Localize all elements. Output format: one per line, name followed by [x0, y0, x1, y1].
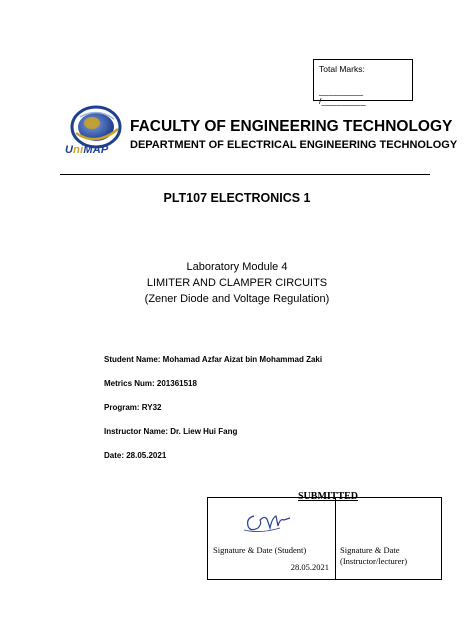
signature-divider [335, 498, 336, 579]
module-topic: LIMITER AND CLAMPER CIRCUITS [146, 277, 328, 289]
module-title-block [0, 259, 474, 307]
department-title: DEPARTMENT OF ELECTRICAL ENGINEERING TECHNOLOGY [130, 139, 458, 151]
submission-date: Date: 28.05.2021 [104, 451, 167, 460]
module-number: Laboratory Module 4 [186, 261, 288, 273]
student-signature-icon [240, 506, 296, 538]
student-signature-date: 28.05.2021 [290, 562, 329, 572]
submitted-heading: SUBMITTED [298, 491, 359, 502]
header-divider [60, 174, 430, 175]
course-title: PLT107 ELECTRONICS 1 [163, 191, 311, 205]
unimap-logo-text: UniMAP [65, 144, 109, 156]
student-signature-label: Signature & Date (Student) [213, 545, 307, 555]
total-marks-blank: _________ /_________ [319, 86, 366, 106]
total-marks-label: Total Marks: [319, 64, 365, 74]
student-name: Student Name: Mohamad Azfar Aizat bin Mohammad Zaki [104, 355, 323, 364]
lecturer-signature-label: Signature & Date (Instructor/lecturer) [340, 545, 408, 566]
metrics-number: Metrics Num: 201361518 [104, 379, 197, 388]
faculty-title: FACULTY OF ENGINEERING TECHNOLOGY [130, 118, 453, 135]
signature-table [207, 497, 442, 580]
instructor-name: Instructor Name: Dr. Liew Hui Fang [104, 427, 238, 436]
program-code: Program: RY32 [104, 403, 162, 412]
total-marks-box [313, 59, 413, 106]
module-subtitle: (Zener Diode and Voltage Regulation) [144, 293, 330, 305]
